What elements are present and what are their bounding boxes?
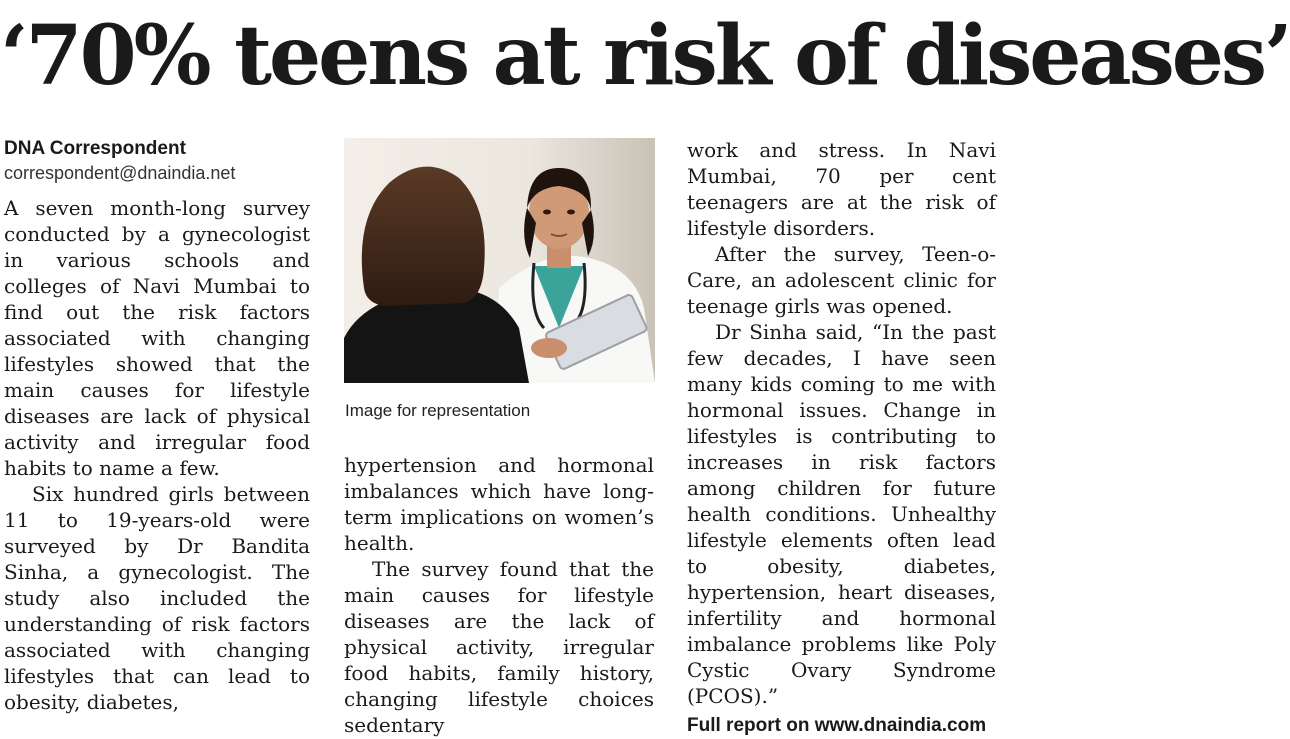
column-2 [344, 452, 654, 738]
paragraph-5: Dr Sinha said, “In the past few decades, I have seen many kids coming to me with hormonal issues. Change in lifestyles is contributing to increases in risk factors among children for future health conditions. Unhealthy lifestyle elements often lead to obesity, diabetes, hypertension, heart diseases, infertility and hormonal imbalance problems like Poly Cystic Ovary Syndrome (PCOS).” [687, 320, 996, 708]
paragraph-4: After the survey, Teen-o-Care, an adolescent clinic for teenage girls was opened. [687, 242, 996, 318]
photo [344, 138, 655, 383]
column-1 [4, 137, 310, 715]
paragraph-1: A seven month-long survey conducted by a gynecologist in various schools and colleges of Navi Mumbai to find out the risk factors associated with changing lifestyles showed that the main causes for lifestyle diseases are lack of physical activity and irregular food habits to name a few. [4, 196, 310, 480]
paragraph-2: Six hundred girls between 11 to 19-years-old were surveyed by Dr Bandita Sinha, a gynecologist. The study also included the understanding of risk factors associated with changing lifestyles that can lead to obesity, diabetes, [4, 482, 310, 714]
paragraph-2-continued: hypertension and hormonal imbalances which have long-term implications on women’s health. [344, 453, 654, 555]
byline-email: correspondent@dnaindia.net [4, 163, 236, 183]
image-caption: Image for representation [345, 401, 531, 420]
paragraph-3: The survey found that the main causes for lifestyle diseases are the lack of physical activity, irregular food habits, family history, changing lifestyle choices sedentary [344, 557, 654, 737]
column-3 [687, 137, 996, 739]
full-report-link[interactable]: Full report on www.dnaindia.com [687, 715, 987, 736]
doctor-patient-image [344, 138, 655, 383]
headline: ‘70% teens at risk of diseases’ [0, 8, 1290, 104]
byline-name: DNA Correspondent [4, 138, 186, 159]
paragraph-3-continued: work and stress. In Navi Mumbai, 70 per cent teenagers are at the risk of lifestyle disorders. [687, 138, 996, 240]
